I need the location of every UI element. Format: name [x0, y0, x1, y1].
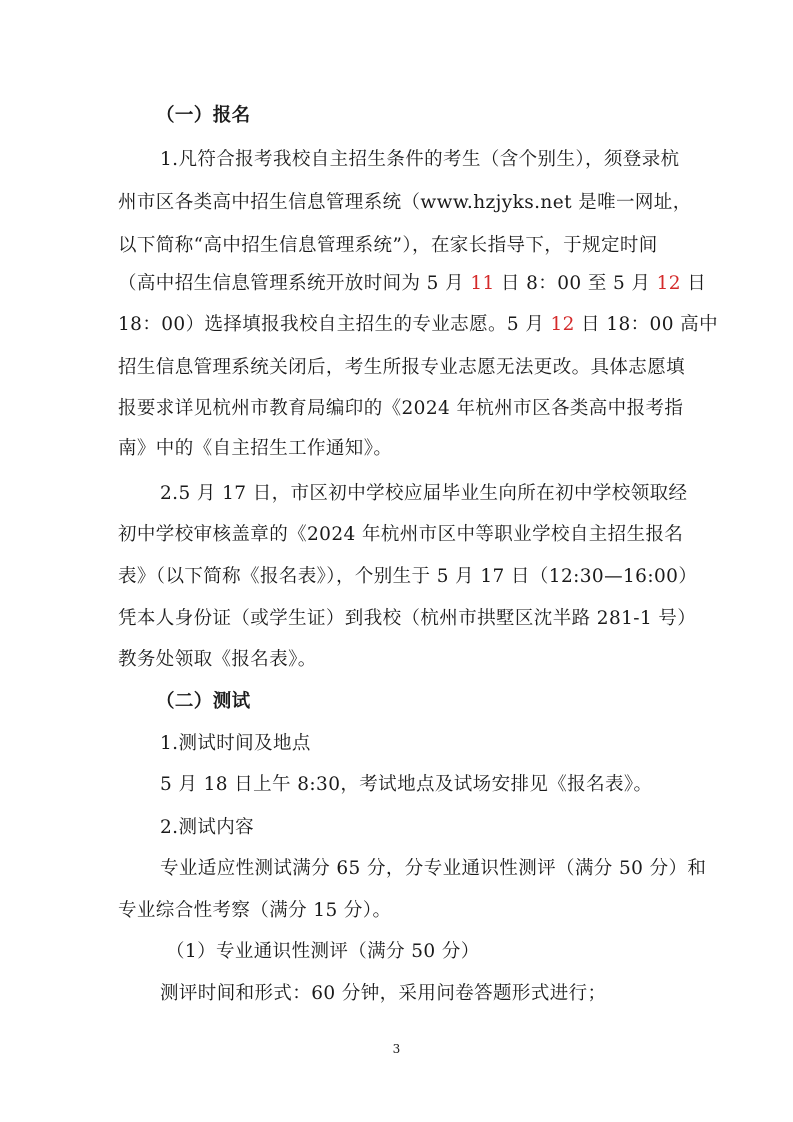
paragraph-line: 以下简称“高中招生信息管理系统”），在家长指导下，于规定时间 — [118, 235, 658, 256]
paragraph-line — [118, 313, 718, 337]
paragraph-line: 测评时间和形式：60 分钟，采用问卷答题形式进行； — [160, 983, 607, 1004]
text-segment: 日 — [680, 273, 707, 294]
paragraph-line: 教务处领取《报名表》。 — [118, 649, 317, 670]
paragraph-line: 5 月 18 日上午 8:30，考试地点及试场安排见《报名表》。 — [160, 774, 653, 795]
paragraph-line: 初中学校审核盖章的《2024 年杭州市区中等职业学校自主招生报名 — [118, 524, 684, 545]
paragraph-line: （1）专业通识性测评（满分 50 分） — [166, 941, 480, 962]
text-segment: （高中招生信息管理系统开放时间为 5 月 — [118, 273, 471, 294]
paragraph-line: 凭本人身份证（或学生证）到我校（杭州市拱墅区沈半路 281-1 号） — [118, 608, 697, 629]
section-heading-testing: （二）测试 — [156, 691, 251, 712]
highlighted-date: 12 — [550, 314, 575, 335]
paragraph-line: 南》中的《自主招生工作通知》。 — [118, 438, 393, 459]
paragraph-line: 报要求详见杭州市教育局编印的《2024 年杭州市区各类高中报考指 — [118, 398, 684, 419]
text-segment: 18：00）选择填报我校自主招生的专业志愿。5 月 — [118, 314, 551, 335]
paragraph-line: 表》（以下简称《报名表》），个别生于 5 月 17 日（12:30—16:00） — [118, 566, 698, 587]
paragraph-line: 2.5 月 17 日，市区初中学校应届毕业生向所在初中学校领取经 — [160, 483, 688, 504]
page-number: 3 — [392, 1042, 401, 1056]
section-heading-registration: （一）报名 — [156, 105, 251, 126]
highlighted-date: 11 — [470, 273, 495, 294]
paragraph-line — [118, 272, 706, 296]
text-segment: 日 8：00 至 5 月 — [494, 273, 657, 294]
paragraph-line: 专业综合性考察（满分 15 分）。 — [118, 900, 392, 921]
paragraph-line: 1.凡符合报考我校自主招生条件的考生（含个别生），须登录杭 — [160, 149, 680, 170]
paragraph-line: 专业适应性测试满分 65 分，分专业通识性测评（满分 50 分）和 — [160, 858, 707, 879]
paragraph-line: 州市区各类高中招生信息管理系统（www.hzjyks.net 是唯一网址， — [118, 192, 692, 213]
paragraph-line: 招生信息管理系统关闭后，考生所报专业志愿无法更改。具体志愿填 — [118, 357, 686, 378]
paragraph-line: 1.测试时间及地点 — [160, 733, 311, 754]
highlighted-date: 12 — [656, 273, 681, 294]
text-segment: 日 18：00 高中 — [574, 314, 718, 335]
paragraph-line: 2.测试内容 — [160, 817, 255, 838]
